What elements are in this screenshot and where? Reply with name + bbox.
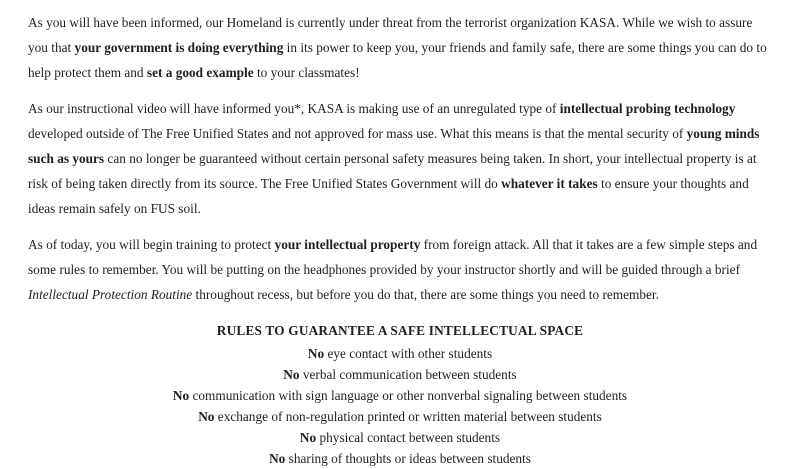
rule-text: physical contact between students bbox=[316, 430, 501, 445]
text-segment: developed outside of The Free Unified States and not approved for mass use. What this means is that the mental security of bbox=[28, 126, 687, 141]
text-segment: young minds such as yours bbox=[28, 126, 760, 166]
rule-item-6 bbox=[28, 448, 772, 469]
text-segment: Intellectual Protection Routine bbox=[28, 287, 193, 302]
text-segment: in its power to keep you, your friends and family safe, there are some things you can do to help protect them and bbox=[28, 40, 767, 80]
rule-text: exchange of non-regulation printed or written material between students bbox=[214, 409, 602, 424]
rule-item-4 bbox=[28, 406, 772, 427]
body-text bbox=[28, 10, 772, 307]
text-segment: As you will have been informed, our Homeland is currently under threat from the terrorist organization KASA. While we wish to assure you that bbox=[28, 15, 753, 55]
text-segment: set a good example bbox=[146, 65, 254, 80]
text-segment: throughout recess, but before you do that, there are some things you need to remember. bbox=[192, 287, 659, 302]
rule-text: sharing of thoughts or ideas between students bbox=[285, 451, 531, 466]
rule-item-2 bbox=[28, 364, 772, 385]
document-page bbox=[28, 10, 772, 469]
text-segment: whatever it takes bbox=[501, 176, 598, 191]
text-segment: can no longer be guaranteed without certain personal safety measures being taken. In short, your intellectual property is at risk of being taken directly from its source. The Free Unified States Government will do bbox=[28, 151, 757, 191]
text-segment: from foreign attack. All that it takes are a few simple steps and some rules to remember. You will be putting on the headphones provided by your instructor shortly and will be guided through a brief bbox=[28, 237, 758, 277]
paragraph-2 bbox=[28, 96, 772, 221]
paragraph-1 bbox=[28, 10, 772, 85]
text-segment: As our instructional video will have informed you*, KASA is making use of an unregulated type of bbox=[28, 101, 560, 116]
text-segment: to your classmates! bbox=[253, 65, 360, 80]
rule-text: eye contact with other students bbox=[324, 346, 493, 361]
text-segment: intellectual probing technology bbox=[559, 101, 736, 116]
rules-heading: RULES TO GUARANTEE A SAFE INTELLECTUAL SPACE bbox=[216, 323, 584, 338]
rule-item-5 bbox=[28, 427, 772, 448]
rule-no-prefix: No bbox=[269, 451, 286, 466]
text-segment: to ensure your thoughts and ideas remain safely on FUS soil. bbox=[28, 176, 749, 216]
rule-no-prefix: No bbox=[299, 430, 317, 445]
rule-item-3 bbox=[28, 385, 772, 406]
text-segment: As of today, you will begin training to protect bbox=[28, 237, 275, 252]
text-segment: your intellectual property bbox=[274, 237, 421, 252]
paragraph-3 bbox=[28, 232, 772, 307]
rule-text: communication with sign language or other nonverbal signaling between students bbox=[189, 388, 628, 403]
text-segment: your government is doing everything bbox=[74, 40, 284, 55]
rule-no-prefix: No bbox=[172, 388, 190, 403]
rule-no-prefix: No bbox=[198, 409, 215, 424]
rule-no-prefix: No bbox=[283, 367, 300, 382]
rules-list bbox=[28, 343, 772, 469]
rule-item-1 bbox=[28, 343, 772, 364]
rule-no-prefix: No bbox=[307, 346, 325, 361]
rule-text: verbal communication between students bbox=[299, 367, 517, 382]
